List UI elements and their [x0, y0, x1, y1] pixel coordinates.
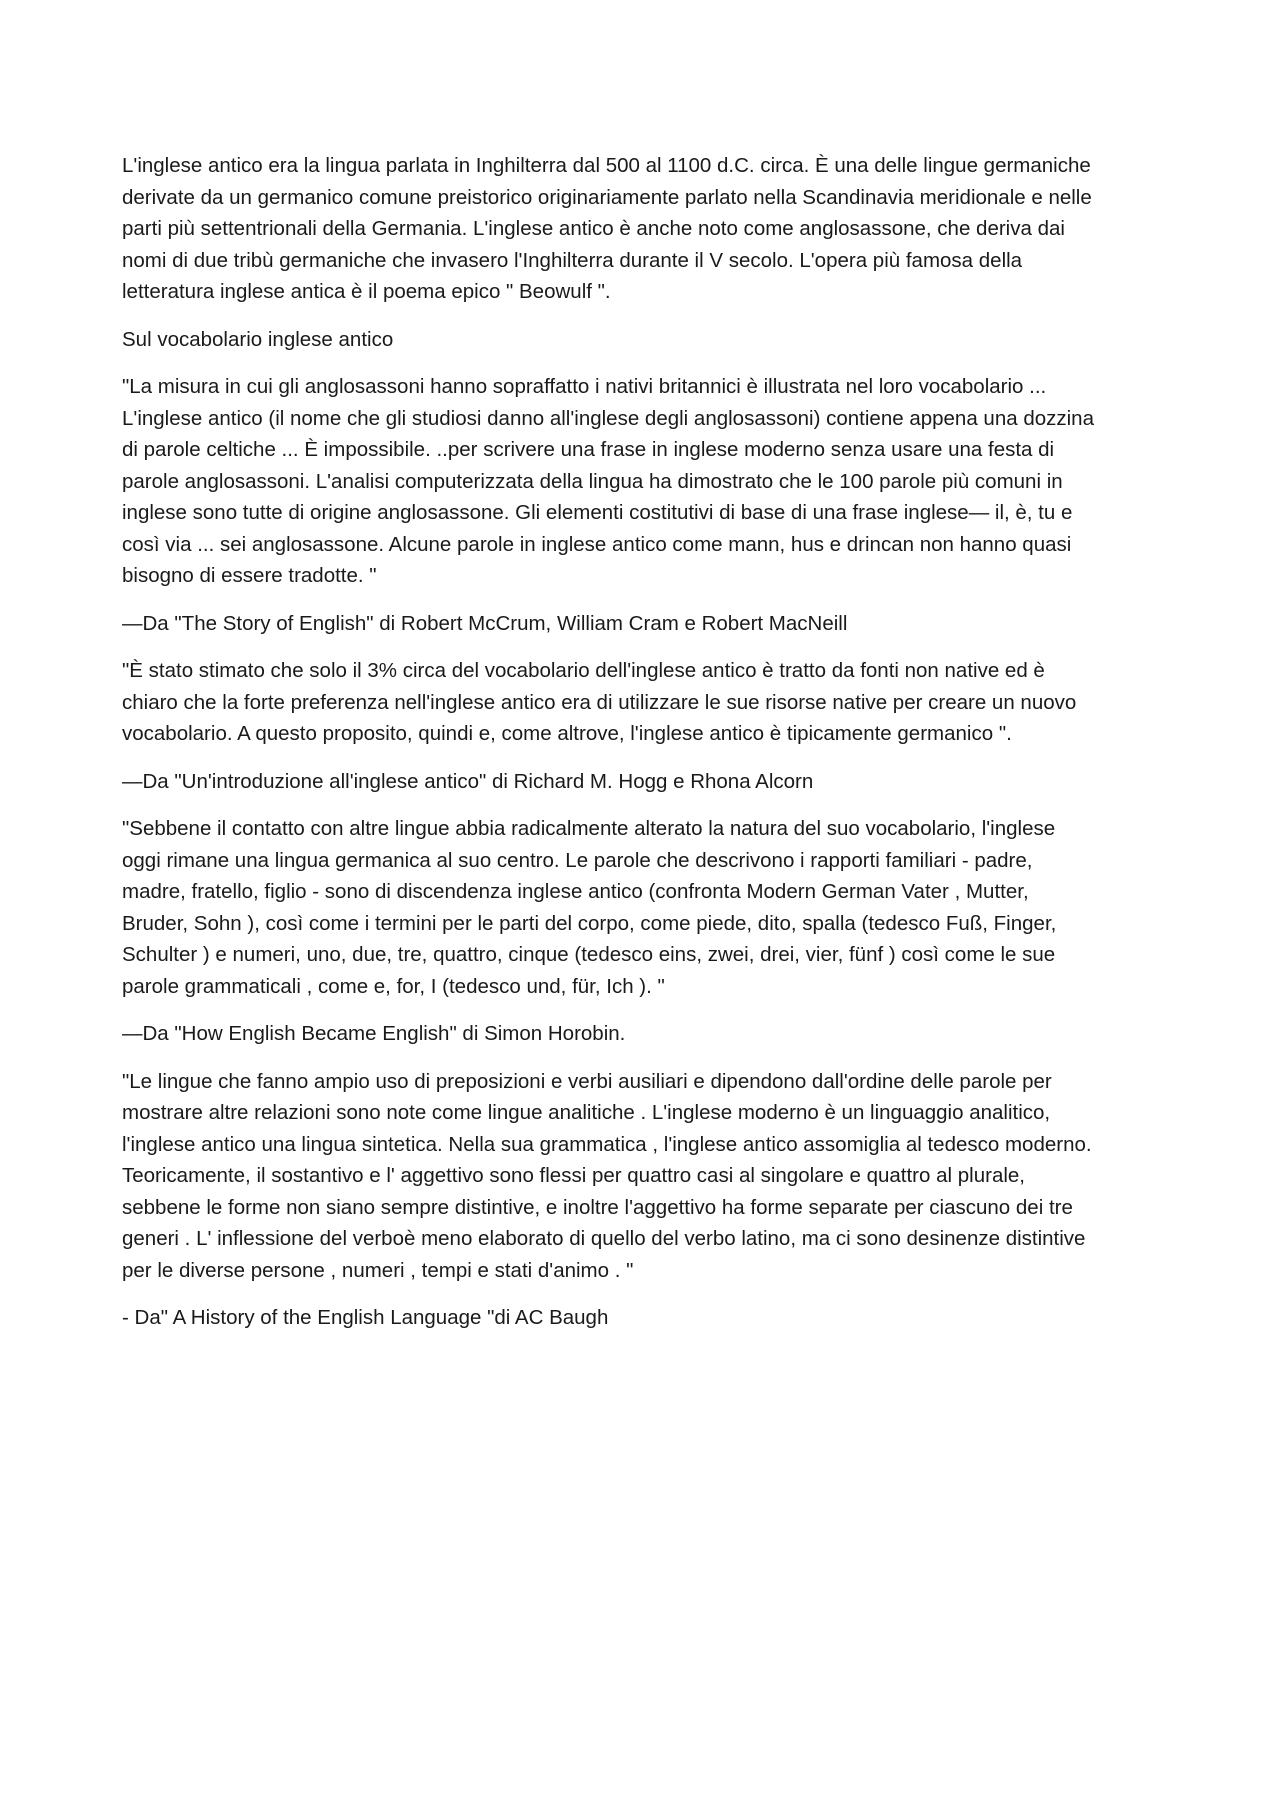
quote-attribution: - Da" A History of the English Language "di AC Baugh	[122, 1306, 609, 1329]
quote-paragraph: "È stato stimato che solo il 3% circa del vocabolario dell'inglese antico è tratto da fonti non native ed è chiaro che la forte preferenza nell'inglese antico era di utilizzare le sue risorse native per creare un nuovo vocabolario. A questo proposito, quindi e, come altrove, l'inglese antico è tipicamente germanico ".	[122, 659, 1077, 745]
intro-paragraph: L'inglese antico era la lingua parlata in Inghilterra dal 500 al 1100 d.C. circa. È una delle lingue germaniche derivate da un germanico comune preistorico originariamente parlato nella Scandinavia meridionale e nelle parti più settentrionali della Germania. L'inglese antico è anche noto come anglosassone, che deriva dai nomi di due tribù germaniche che invasero l'Inghilterra durante il V secolo. L'opera più famosa della letteratura inglese antica è il poema epico " Beowulf ".	[122, 154, 1092, 303]
quote-attribution: —Da "How English Became English" di Simon Horobin.	[122, 1022, 626, 1045]
quote-paragraph: "Sebbene il contatto con altre lingue abbia radicalmente alterato la natura del suo vocabolario, l'inglese oggi rimane una lingua germanica al suo centro. Le parole che descrivono i rapporti familiari - padre, madre, fratello, figlio - sono di discendenza inglese antico (confronta Modern German Vater , Mutter, Bruder, Sohn ), così come i termini per le parti del corpo, come piede, dito, spalla (tedesco Fuß, Finger, Schulter ) e numeri, uno, due, tre, quattro, cinque (tedesco eins, zwei, drei, vier, fünf ) così come le sue parole grammaticali , come e, for, I (tedesco und, für, Ich ). "	[122, 817, 1057, 998]
document-page	[122, 150, 1167, 1350]
quote-paragraph: "La misura in cui gli anglosassoni hanno sopraffatto i nativi britannici è illustrata nel loro vocabolario ... L'inglese antico (il nome che gli studiosi danno all'inglese degli anglosassoni) contiene appena una dozzina di parole celtiche ... È impossibile. ..per scrivere una frase in inglese moderno senza usare una festa di parole anglosassoni. L'analisi computerizzata della lingua ha dimostrato che le 100 parole più comuni in inglese sono tutte di origine anglosassone. Gli elementi costitutivi di base di una frase inglese— il, è, tu e così via ... sei anglosassone. Alcune parole in inglese antico come mann, hus e drincan non hanno quasi bisogno di essere tradotte. "	[122, 375, 1094, 587]
section-heading: Sul vocabolario inglese antico	[122, 327, 394, 351]
quote-paragraph: "Le lingue che fanno ampio uso di preposizioni e verbi ausiliari e dipendono dall'ordine delle parole per mostrare altre relazioni sono note come lingue analitiche . L'inglese moderno è un linguaggio analitico, l'inglese antico una lingua sintetica. Nella sua grammatica , l'inglese antico assomiglia al tedesco moderno. Teoricamente, il sostantivo e l' aggettivo sono flessi per quattro casi al singolare e quattro al plurale, sebbene le forme non siano sempre distintive, e inoltre l'aggettivo ha forme separate per ciascuno dei tre generi . L' inflessione del verboè meno elaborato di quello del verbo latino, ma ci sono desinenze distintive per le diverse persone , numeri , tempi e stati d'animo . "	[122, 1069, 1092, 1282]
quote-attribution: —Da "Un'introduzione all'inglese antico" di Richard M. Hogg e Rhona Alcorn	[122, 769, 814, 793]
quote-attribution: —Da "The Story of English" di Robert McCrum, William Cram e Robert MacNeill	[122, 611, 848, 635]
